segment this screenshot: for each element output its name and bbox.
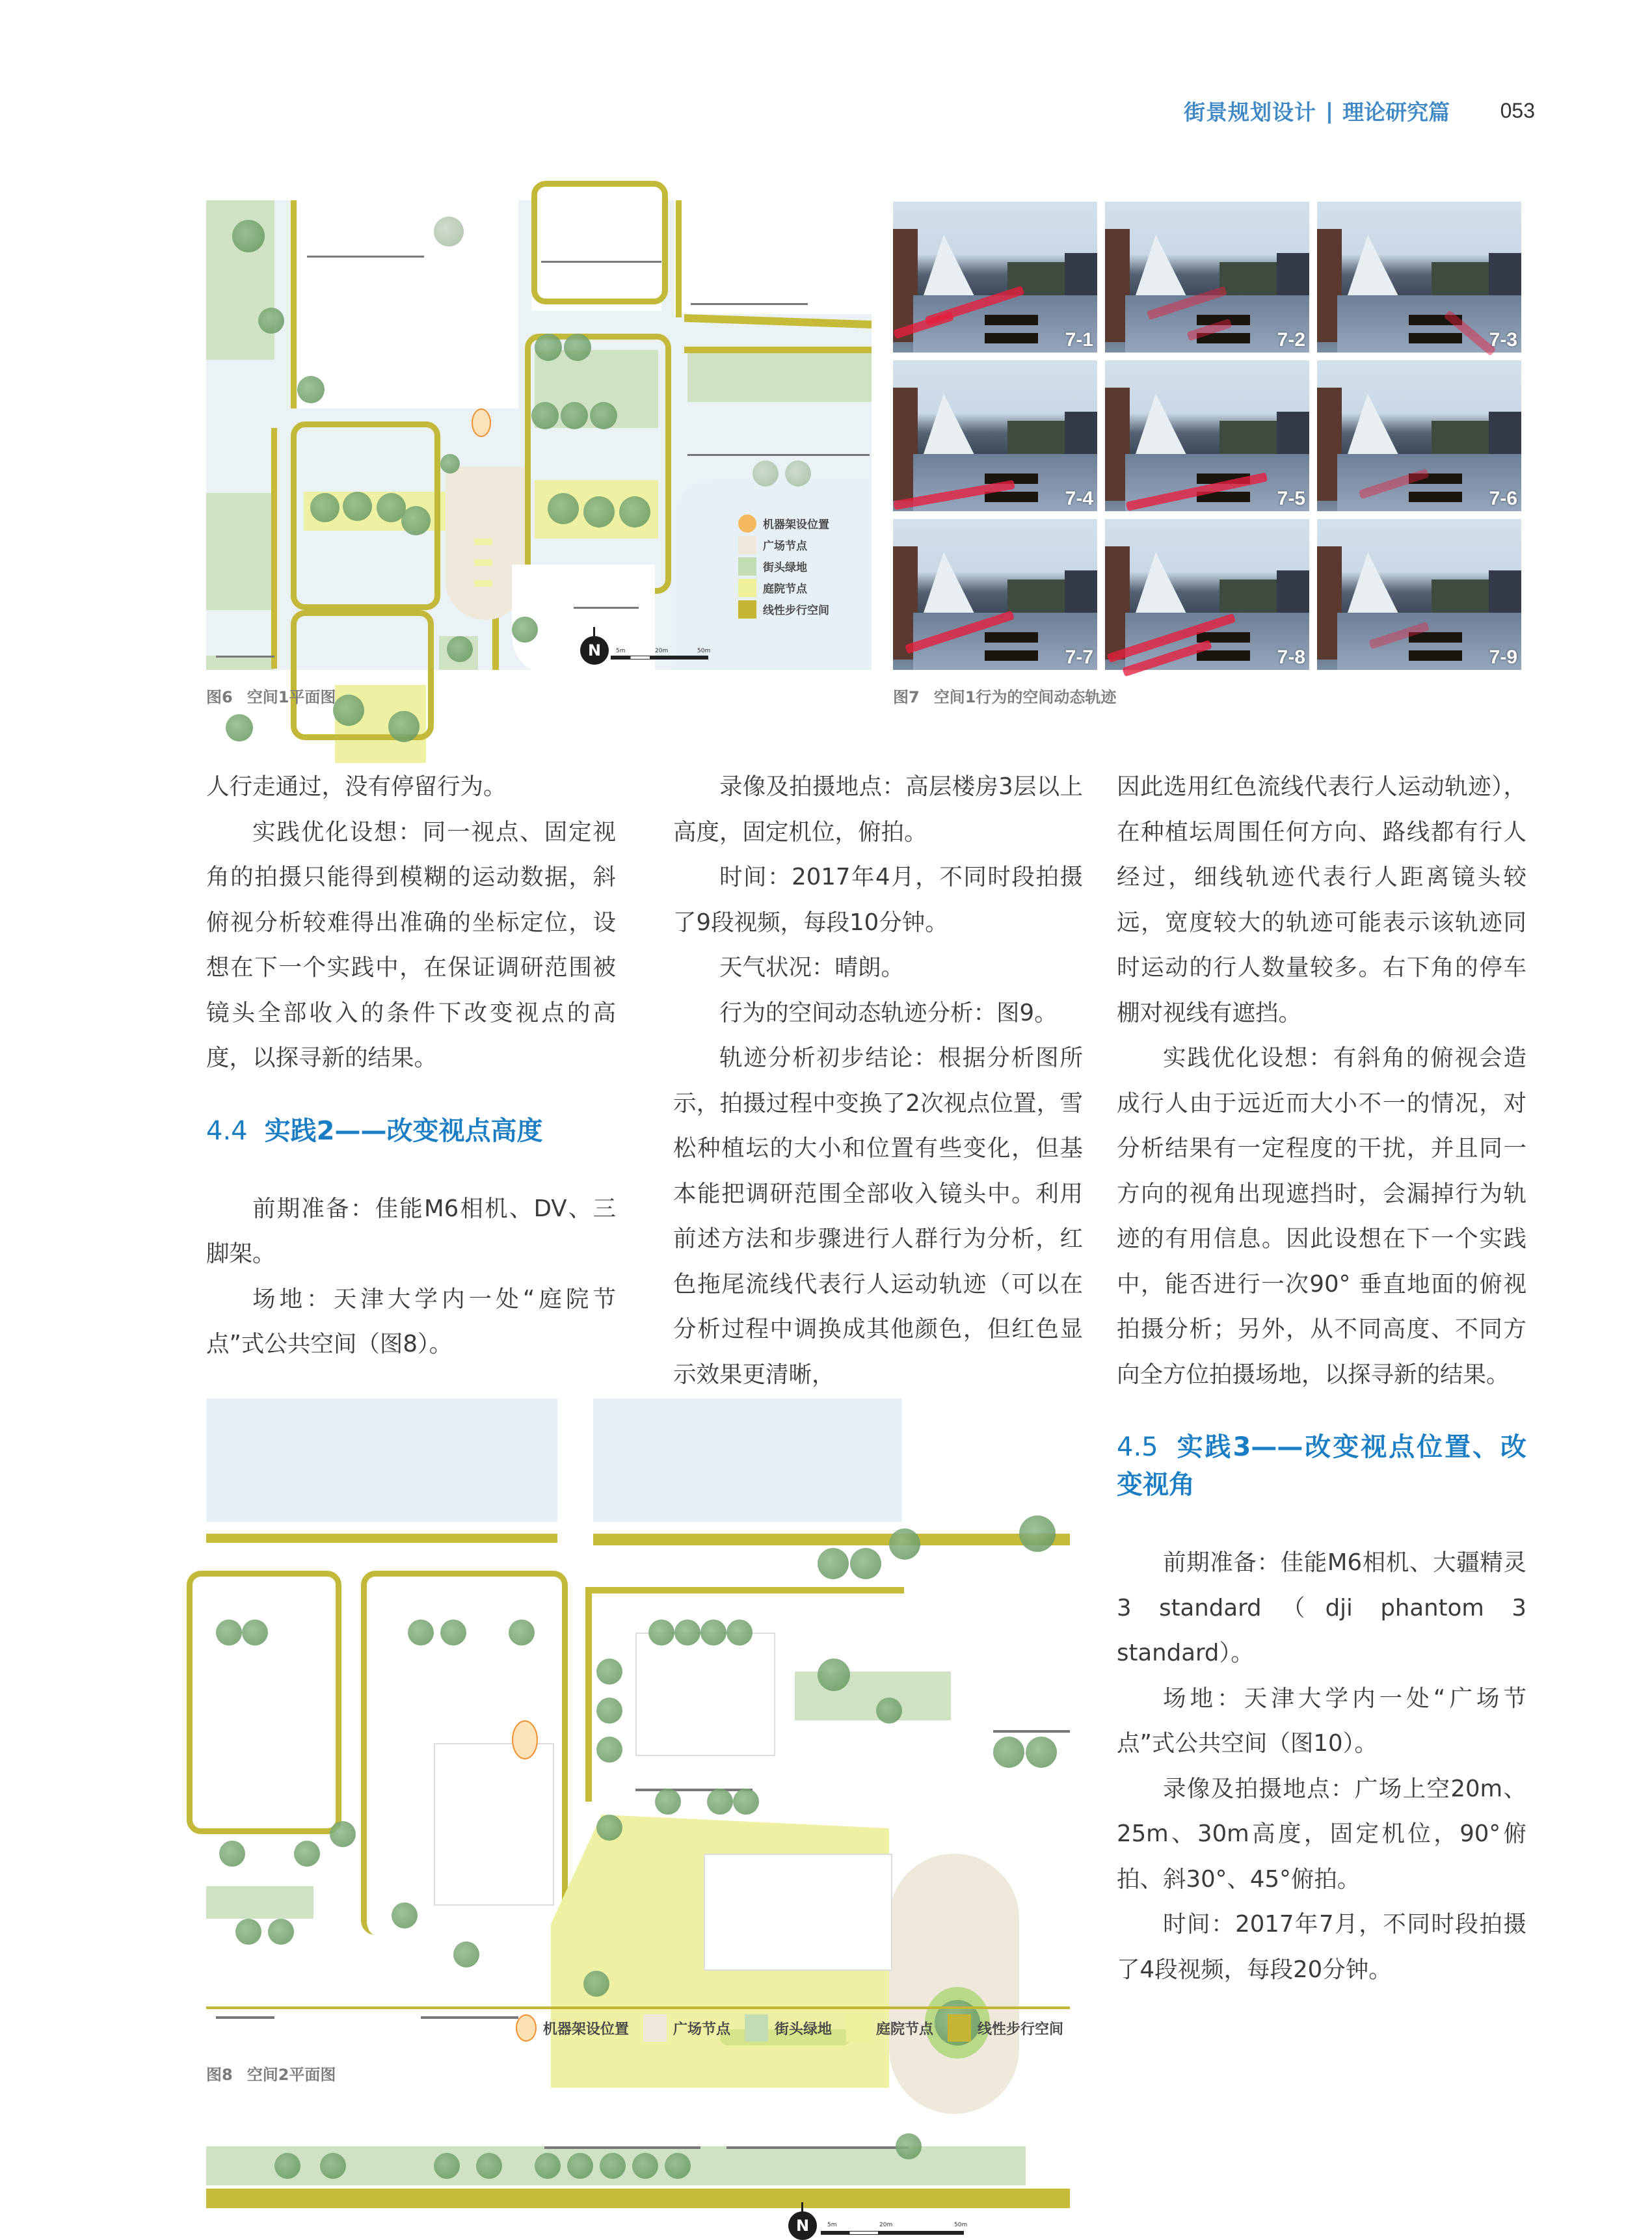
scale-bar <box>821 2231 964 2235</box>
trajectory-photo: 7-4 <box>893 360 1097 511</box>
figure-6-caption: 图6 空间1平面图 <box>206 688 336 706</box>
tree-icon <box>219 1841 245 1867</box>
building-edge <box>691 303 808 305</box>
tree-icon <box>600 2153 626 2179</box>
legend-item: 庭院节点 <box>846 2018 933 2039</box>
tree-icon <box>401 506 431 535</box>
walkway <box>684 314 872 328</box>
plaza-bench <box>474 539 492 545</box>
tree-icon <box>294 1841 320 1867</box>
figure-8-caption: 图8 空间2平面图 <box>206 2066 336 2084</box>
building-block <box>297 200 518 408</box>
walkway <box>291 200 297 408</box>
building-edge <box>574 607 639 609</box>
tree-icon <box>531 402 559 429</box>
paragraph: 场地：天津大学内一处“广场节点”式公共空间（图10）。 <box>1117 1685 1526 1757</box>
header-separator: | <box>1326 98 1334 124</box>
trajectory-photo: 7-6 <box>1317 360 1521 511</box>
tree-icon <box>434 2153 460 2179</box>
building-footprint <box>434 1743 554 1906</box>
trajectory-photo: 7-9 <box>1317 519 1521 670</box>
legend-swatch-walkway <box>738 600 756 619</box>
paragraph: 行为的空间动态轨迹分析：图9。 <box>719 999 1058 1026</box>
walkway-loop <box>187 1571 341 1834</box>
open-area <box>593 1398 902 1522</box>
figure-7-photo-grid <box>893 202 1521 670</box>
walkway <box>593 1534 1070 1545</box>
tree-icon <box>226 714 253 741</box>
walkway <box>676 200 682 317</box>
building-block <box>674 200 872 314</box>
tree-icon <box>388 711 420 742</box>
tree-icon <box>726 1620 753 1646</box>
tree-icon <box>1019 1515 1056 1552</box>
paragraph: 时间：2017年7月，不同时段拍摄了4段视频，每段20分钟。 <box>1117 1911 1526 1983</box>
building-edge <box>307 256 424 258</box>
figure-7-caption: 图7 空间1行为的空间动态轨迹 <box>893 688 1117 706</box>
figure-8-site-plan: N 5m 20m 50m <box>206 1398 1070 1997</box>
paragraph: 天气状况：晴朗。 <box>719 954 905 981</box>
tree-icon <box>665 2153 691 2179</box>
tree-icon <box>590 402 617 429</box>
trajectory-photo: 7-2 <box>1105 202 1309 353</box>
tree-icon <box>512 617 538 643</box>
tree-icon <box>655 1789 681 1815</box>
tree-icon <box>453 1941 479 1967</box>
building-edge <box>541 261 661 263</box>
page-number: 053 <box>1500 98 1535 122</box>
tree-icon <box>343 492 372 521</box>
legend-item: 线性步行空间 <box>948 2018 1063 2039</box>
tree-icon <box>330 1821 356 1847</box>
green-space <box>687 350 872 402</box>
tree-icon <box>258 308 284 334</box>
tree-icon <box>850 1548 881 1579</box>
tree-icon <box>564 334 591 361</box>
tree-icon <box>320 2153 346 2179</box>
tree-icon <box>596 1815 622 1841</box>
legend-item: 街头绿地 <box>745 2018 832 2039</box>
legend-item: 广场节点 <box>738 534 868 555</box>
camera-position-icon <box>512 1720 538 1759</box>
camera-position-icon <box>472 408 491 437</box>
text-column-1 <box>206 764 616 1367</box>
text-column-2 <box>673 764 1083 1397</box>
figure-6-site-plan: 机器架设位置 广场节点 街头绿地 庭院节点 线性步行空间 N 5m 20m 50m <box>206 200 872 670</box>
legend-swatch-courtyard <box>738 579 756 597</box>
tree-icon <box>785 460 811 487</box>
tree-icon <box>548 493 579 524</box>
tree-icon <box>440 1620 466 1646</box>
tree-icon <box>392 1902 418 1928</box>
trajectory-photo: 7-7 <box>893 519 1097 670</box>
legend-item: 机器架设位置 <box>738 513 868 534</box>
paragraph: 实践优化设想：同一视点、固定视角的拍摄只能得到模糊的运动数据，斜俯视分析较难得出准确的坐标定位，设想在下一个实践中，在保证调研范围被镜头全部收入的条件下改变视点的高度，以探寻新的结果。 <box>206 818 616 1071</box>
scale-bar <box>611 656 708 660</box>
legend-item: 广场节点 <box>643 2018 730 2039</box>
tree-icon <box>567 2153 593 2179</box>
walkway <box>585 1587 592 1802</box>
camera-marker-icon <box>516 2014 537 2042</box>
tree-icon <box>700 1620 726 1646</box>
paragraph: 录像及拍摄地点：高层楼房3层以上高度，固定机位，俯拍。 <box>673 773 1083 846</box>
tree-icon <box>818 1659 850 1691</box>
tree-icon <box>818 1548 849 1579</box>
walkway <box>585 1587 904 1593</box>
figure-6-legend <box>738 513 868 620</box>
text-column-3 <box>1117 764 1526 1992</box>
open-area <box>206 1398 557 1522</box>
walkway-loop <box>525 334 671 594</box>
walkway <box>684 347 872 353</box>
tree-icon <box>648 1620 674 1646</box>
legend-swatch-plaza <box>643 2014 667 2042</box>
legend-item: 庭院节点 <box>738 577 868 598</box>
walkway <box>206 1534 557 1543</box>
trajectory-photo: 7-5 <box>1105 360 1309 511</box>
plaza-bench <box>474 559 492 566</box>
tree-icon <box>619 496 650 527</box>
building-edge <box>687 454 870 456</box>
trajectory-photo: 7-3 <box>1317 202 1521 353</box>
tree-icon <box>297 376 325 403</box>
legend-swatch-green <box>738 557 756 576</box>
tree-icon <box>232 220 265 252</box>
tree-icon <box>632 2153 658 2179</box>
tree-icon <box>561 402 588 429</box>
tree-icon <box>596 1659 622 1685</box>
tree-icon <box>476 2153 502 2179</box>
paragraph: 前期准备：佳能M6相机、大疆精灵3 standard（dji phantom 3 standard）。 <box>1117 1549 1526 1666</box>
walkway-loop <box>531 181 668 304</box>
legend-item: 机器架设位置 <box>516 2018 629 2039</box>
building-footprint <box>704 1854 892 1971</box>
trajectory-photo: 7-1 <box>893 202 1097 353</box>
section-heading-4-5: 4.5 实践3——改变视点位置、改变视角 <box>1117 1432 1526 1500</box>
tree-icon <box>333 695 364 726</box>
paragraph: 轨迹分析初步结论：根据分析图所示，拍摄过程中变换了2次视点位置，雪松种植坛的大小和位置有些变化，但基本能把调研范围全部收入镜头中。利用前述方法和步骤进行人群行为分析，红色拖尾流线代表行人运动轨迹（可以在分析过程中调换成其他颜色，但红色显示效果更清晰， <box>673 1045 1083 1388</box>
tree-icon <box>268 1919 294 1945</box>
paragraph: 时间：2017年4月，不同时段拍摄了9段视频，每段10分钟。 <box>673 864 1083 936</box>
running-header <box>1184 91 1535 130</box>
tree-icon <box>1026 1737 1057 1768</box>
tree-icon <box>274 2153 300 2179</box>
legend-swatch-walkway <box>948 2014 971 2042</box>
section-heading-4-4: 4.4 实践2——改变视点高度 <box>206 1115 543 1146</box>
tree-icon <box>876 1698 902 1724</box>
legend-swatch-green <box>745 2014 768 2042</box>
green-space <box>206 1886 313 1919</box>
tree-icon <box>583 496 615 527</box>
tree-icon <box>596 1698 622 1724</box>
paragraph: 实践优化设想：有斜角的俯视会造成行人由于远近而大小不一的情况，对分析结果有一定程度的干扰，并且同一方向的视角出现遮挡时，会漏掉行为轨迹的有用信息。因此设想在下一个实践中，能否进行一次90° 垂直地面的俯视拍摄分析；另外，从不同高度、不同方向全方位拍摄场地，以探寻新的结果。 <box>1117 1045 1526 1388</box>
tree-icon <box>993 1737 1024 1768</box>
tree-icon <box>310 493 340 522</box>
tree-icon <box>447 636 473 662</box>
tree-icon <box>235 1919 261 1945</box>
paragraph: 人行走通过，没有停留行为。 <box>206 773 507 800</box>
section-label: 理论研究篇 <box>1342 99 1450 125</box>
tree-icon <box>583 1971 609 1997</box>
walkway <box>492 617 499 670</box>
tree-icon <box>707 1789 733 1815</box>
camera-marker-icon <box>738 514 756 533</box>
tree-icon <box>440 454 460 473</box>
paragraph: 录像及拍摄地点：广场上空20m、25m、30m高度，固定机位，90°俯拍、斜30°、45°俯拍。 <box>1117 1775 1526 1893</box>
building-edge <box>635 1789 753 1791</box>
tree-icon <box>674 1620 700 1646</box>
tree-icon <box>535 334 562 361</box>
north-arrow-icon: N <box>580 636 609 665</box>
legend-item: 街头绿地 <box>738 555 868 577</box>
paragraph: 场地：天津大学内一处“庭院节点”式公共空间（图8）。 <box>206 1285 616 1357</box>
building-edge <box>544 2146 700 2149</box>
tree-icon <box>889 1528 920 1560</box>
trajectory-photo: 7-8 <box>1105 519 1309 670</box>
tree-icon <box>216 1620 242 1646</box>
building-edge <box>993 1730 1070 1733</box>
legend-item: 线性步行空间 <box>738 598 868 620</box>
building-edge <box>216 656 274 658</box>
walkway <box>206 2189 1070 2208</box>
building-footprint <box>635 1633 775 1756</box>
green-space <box>206 656 274 670</box>
walkway <box>271 428 277 669</box>
legend-swatch-courtyard <box>846 2014 870 2042</box>
tree-icon <box>753 460 779 487</box>
plaza-node <box>889 1854 1019 2114</box>
tree-icon <box>535 2153 561 2179</box>
paragraph: 因此选用红色流线代表行人运动轨迹），在种植坛周围任何方向、路线都有行人经过，细线轨迹代表行人距离镜头较远，宽度较大的轨迹可能表示该轨迹同时运动的行人数量较多。右下角的停车棚对视线有遮挡。 <box>1117 773 1526 1026</box>
tree-icon <box>408 1620 434 1646</box>
tree-icon <box>434 217 464 247</box>
legend-swatch-plaza <box>738 536 756 554</box>
building-edge <box>726 2146 909 2149</box>
tree-icon <box>733 1789 759 1815</box>
tree-icon <box>509 1620 535 1646</box>
tree-icon <box>242 1620 268 1646</box>
paragraph: 前期准备：佳能M6相机、DV、三脚架。 <box>206 1195 616 1267</box>
plaza-bench <box>474 580 492 587</box>
green-space <box>206 493 274 610</box>
tree-icon <box>596 1737 622 1763</box>
journal-title: 街景规划设计 <box>1184 99 1316 125</box>
north-arrow-icon: N <box>788 2211 817 2240</box>
tree-icon <box>896 2133 922 2159</box>
figure-8-legend <box>206 2008 1070 2047</box>
